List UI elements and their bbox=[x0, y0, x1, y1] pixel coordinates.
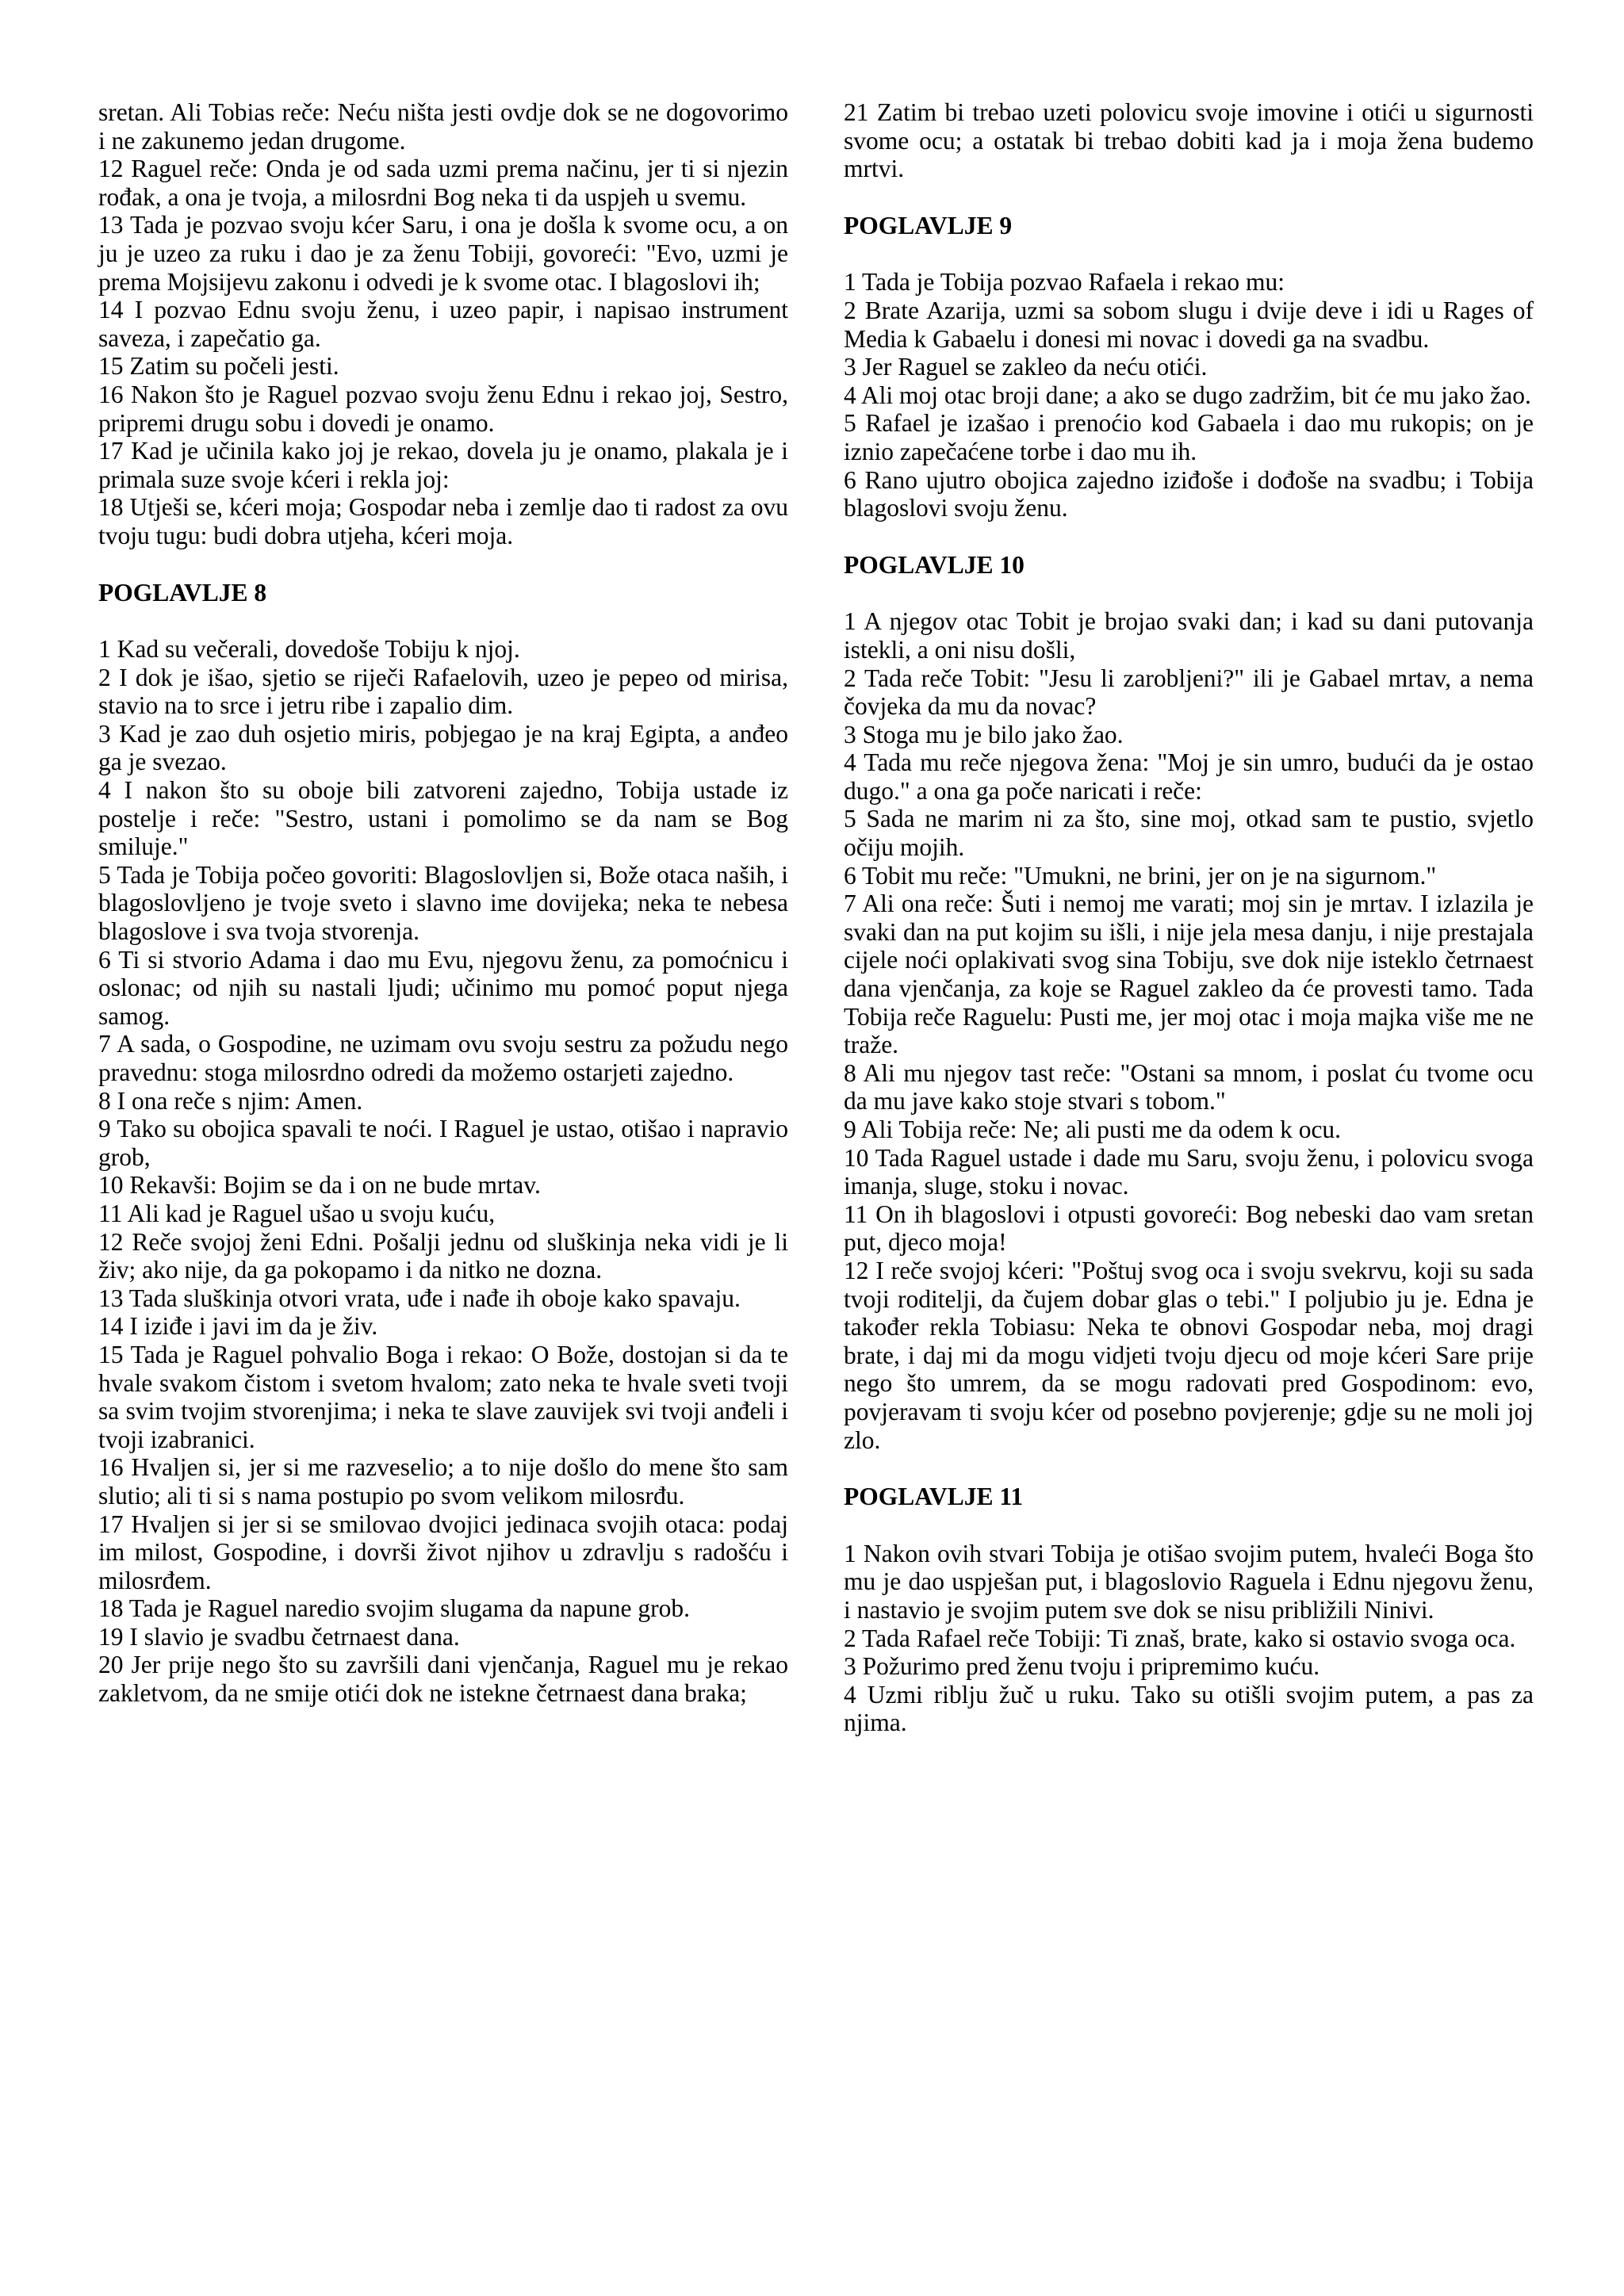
verse: 16 Nakon što je Raguel pozvao svoju ženu Ednu i rekao joj, Sestro, pripremi drugu sobu i dovedi je onamo. bbox=[98, 380, 788, 437]
verse: 4 Uzmi riblju žuč u ruku. Tako su otišli svojim putem, a pas za njima. bbox=[844, 1680, 1534, 1737]
verse: 20 Jer prije nego što su završili dani vjenčanja, Raguel mu je rekao zakletvom, da ne smije otići dok ne istekne četrnaest dana braka; bbox=[98, 1651, 788, 1708]
verse: 10 Tada Raguel ustade i dade mu Saru, svoju ženu, i polovicu svoga imanja, sluge, stoku i novac. bbox=[844, 1143, 1534, 1200]
right-column bbox=[844, 98, 1534, 1737]
verse: 15 Zatim su počeli jesti. bbox=[98, 352, 339, 381]
left-column bbox=[98, 98, 788, 1708]
verse: 14 I iziđe i javi im da je živ. bbox=[98, 1312, 378, 1341]
verse: 3 Kad je zao duh osjetio miris, pobjegao je na kraj Egipta, a anđeo ga je svezao. bbox=[98, 719, 788, 776]
verse: 4 Ali moj otac broji dane; a ako se dugo zadržim, bit će mu jako žao. bbox=[844, 381, 1531, 409]
verse: 4 Tada mu reče njegova žena: "Moj je sin umro, budući da je ostao dugo." a ona ga poče naricati i reče: bbox=[844, 748, 1534, 805]
verse: 6 Rano ujutro obojica zajedno iziđoše i dođoše na svadbu; i Tobija blagoslovi svoju ženu. bbox=[844, 465, 1534, 522]
verse: 4 I nakon što su oboje bili zatvoreni zajedno, Tobija ustade iz postelje i reče: "Sestro, ustani i pomolimo se da nam se Bog smiluje." bbox=[98, 776, 788, 861]
verse: 2 Brate Azarija, uzmi sa sobom slugu i dvije deve i idi u Rages of Media k Gabaelu i donesi mi novac i dovedi ga na svadbu. bbox=[844, 296, 1534, 353]
verse: 12 Raguel reče: Onda je od sada uzmi prema načinu, jer ti si njezin rođak, a ona je tvoja, a milosrdni Bog neka ti da uspjeh u svemu. bbox=[98, 155, 788, 211]
verse: 18 Utješi se, kćeri moja; Gospodar neba i zemlje dao ti radost za ovu tvoju tugu: budi dobra utjeha, kćeri moja. bbox=[98, 493, 788, 549]
verse: 1 Kad su večerali, dovedoše Tobiju k njoj. bbox=[98, 635, 520, 664]
verse: 14 I pozvao Ednu svoju ženu, i uzeo papir, i napisao instrument saveza, i zapečatio ga. bbox=[98, 296, 788, 352]
verse: 13 Tada je pozvao svoju kćer Saru, i ona je došla k svome ocu, a on ju je uzeo za ruku i dao je za ženu Tobiji, govoreći: "Evo, uzmi je prema Mojsijevu zakonu i odvedi je k svome otac. I blagoslovi ih; bbox=[98, 211, 788, 296]
chapter-heading-10: POGLAVLJE 10 bbox=[844, 550, 1025, 579]
verse: 13 Tada sluškinja otvori vrata, uđe i nađe ih oboje kako spavaju. bbox=[98, 1284, 741, 1312]
verse: 17 Hvaljen si jer si se smilovao dvojici jedinaca svojih otaca: podaj im milost, Gospodine, i dovrši život njihov u zdravlju s radošću i milosrđem. bbox=[98, 1510, 788, 1594]
verse: 2 Tada Rafael reče Tobiji: Ti znaš, brate, kako si ostavio svoga oca. bbox=[844, 1624, 1516, 1652]
verse: 10 Rekavši: Bojim se da i on ne bude mrtav. bbox=[98, 1171, 541, 1200]
verse: 15 Tada je Raguel pohvalio Boga i rekao: O Bože, dostojan si da te hvale svakom čistom i svetom hvalom; zato neka te hvale sveti tvoji sa svim tvojim stvorenjima; i neka te slave zauvijek svi tvoji anđeli i tvoji izabranici. bbox=[98, 1340, 788, 1453]
verse: 7 Ali ona reče: Šuti i nemoj me varati; moj sin je mrtav. I izlazila je svaki dan na put kojim su išli, i nije jela mesa danju, i nije prestajala cijele noći oplakivati svog sina Tobiju, sve dok nije isteklo četrnaest dana vjenčanja, za koje se Raguel zakleo da će provesti tamo. Tada Tobija reče Raguelu: Pusti me, jer moj otac i moja majka više me ne traže. bbox=[844, 890, 1534, 1059]
left-block-1 bbox=[98, 98, 788, 550]
verse: 21 Zatim bi trebao uzeti polovicu svoje imovine i otići u sigurnosti svome ocu; a ostatak bi trebao dobiti kad ja i moja žena budemo mrtvi. bbox=[844, 98, 1534, 183]
verse: 3 Jer Raguel se zakleo da neću otići. bbox=[844, 353, 1208, 381]
chapter-heading-9: POGLAVLJE 9 bbox=[844, 211, 1013, 239]
right-block-2 bbox=[844, 268, 1534, 522]
verse: 5 Tada je Tobija počeo govoriti: Blagoslovljen si, Bože otaca naših, i blagoslovljeno je tvoje sveto i slavno ime dovijeka; neka te nebesa blagoslove i sva tvoja stvorenja. bbox=[98, 860, 788, 946]
verse: 1 Nakon ovih stvari Tobija je otišao svojim putem, hvaleći Boga što mu je dao uspješan put, i blagoslovio Raguela i Ednu njegovu ženu, i nastavio je svojim putem sve dok se nisu približili Ninivi. bbox=[844, 1539, 1534, 1624]
verse: 1 A njegov otac Tobit je brojao svaki dan; i kad su dani putovanja istekli, a oni nisu došli, bbox=[844, 607, 1534, 664]
verse: 19 I slavio je svadbu četrnaest dana. bbox=[98, 1622, 460, 1651]
right-block-4 bbox=[844, 1540, 1534, 1737]
verse: 12 I reče svojoj kćeri: "Poštuj svog oca i svoju svekrvu, koji su sada tvoji roditelji, da čujem dobar glas o tebi." I poljubio ju je. Edna je također rekla Tobiasu: Neka te obnovi Gospodar neba, moj dragi brate, i daj mi da mogu vidjeti tvoju djecu od moje kćeri Sare prije nego što umrem, da se mogu radovati pred Gospodinom: evo, povjeravam ti svoju kćer od posebno povjerenje; gdje su ne moli joj zlo. bbox=[844, 1256, 1534, 1454]
verse: 8 I ona reče s njim: Amen. bbox=[98, 1086, 363, 1115]
verse: 12 Reče svojoj ženi Edni. Pošalji jednu od sluškinja neka vidi je li živ; ako nije, da ga pokopamo i da nitko ne dozna. bbox=[98, 1227, 788, 1284]
verse: 5 Sada ne marim ni za što, sine moj, otkad sam te pustio, svjetlo očiju mojih. bbox=[844, 805, 1534, 862]
verse: 2 Tada reče Tobit: "Jesu li zarobljeni?" ili je Gabael mrtav, a nema čovjeka da mu da novac? bbox=[844, 664, 1534, 721]
verse: 5 Rafael je izašao i prenoćio kod Gabaela i dao mu rukopis; on je iznio zapečaćene torbe i dao mu ih. bbox=[844, 409, 1534, 465]
right-block-3 bbox=[844, 607, 1534, 1454]
verse: 9 Tako su obojica spavali te noći. I Raguel je ustao, otišao i napravio grob, bbox=[98, 1115, 788, 1171]
verse: 18 Tada je Raguel naredio svojim slugama da napune grob. bbox=[98, 1594, 691, 1623]
verse: 6 Ti si stvorio Adama i dao mu Evu, njegovu ženu, za pomoćnicu i oslonac; od njih su nastali ljudi; učinimo mu pomoć poput njega samog. bbox=[98, 945, 788, 1030]
verse: 8 Ali mu njegov tast reče: "Ostani sa mnom, i poslat ću tvome ocu da mu jave kako stoje stvari s tobom." bbox=[844, 1058, 1534, 1115]
verse: 1 Tada je Tobija pozvao Rafaela i rekao mu: bbox=[844, 268, 1285, 297]
chapter-heading-11: POGLAVLJE 11 bbox=[844, 1483, 1024, 1511]
verse: sretan. Ali Tobias reče: Neću ništa jesti ovdje dok se ne dogovorimo i ne zakunemo jedan drugome. bbox=[98, 98, 788, 155]
verse: 3 Stoga mu je bilo jako žao. bbox=[844, 720, 1124, 748]
verse: 2 I dok je išao, sjetio se riječi Rafaelovih, uzeo je pepeo od mirisa, stavio na to srce i jetru ribe i zapalio dim. bbox=[98, 663, 788, 720]
verse: 17 Kad je učinila kako joj je rekao, dovela ju je onamo, plakala je i primala suze svoje kćeri i rekla joj: bbox=[98, 437, 788, 493]
verse: 9 Ali Tobija reče: Ne; ali pusti me da odem k ocu. bbox=[844, 1115, 1342, 1143]
right-block-1 bbox=[844, 98, 1534, 183]
verse: 11 Ali kad je Raguel ušao u svoju kuću, bbox=[98, 1199, 496, 1227]
chapter-heading-8: POGLAVLJE 8 bbox=[98, 578, 267, 607]
verse: 6 Tobit mu reče: "Umukni, ne brini, jer on je na sigurnom." bbox=[844, 861, 1437, 890]
verse: 7 A sada, o Gospodine, ne uzimam ovu svoju sestru za požudu nego pravednu: stoga milosrdno odredi da možemo ostarjeti zajedno. bbox=[98, 1030, 788, 1086]
verse: 11 On ih blagoslovi i otpusti govoreći: Bog nebeski dao vam sretan put, djeco moja! bbox=[844, 1200, 1534, 1257]
verse: 3 Požurimo pred ženu tvoju i pripremimo kuću. bbox=[844, 1652, 1320, 1681]
left-block-2 bbox=[98, 635, 788, 1708]
verse: 16 Hvaljen si, jer si me razveselio; a to nije došlo do mene što sam slutio; ali ti si s nama postupio po svom velikom milosrđu. bbox=[98, 1453, 788, 1510]
